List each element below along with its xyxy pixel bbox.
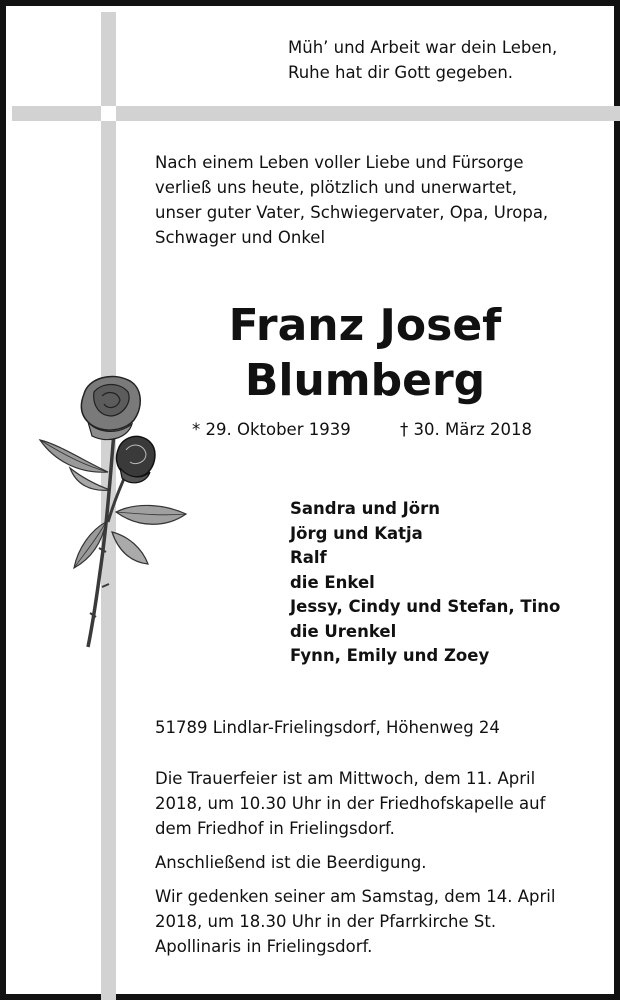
family-member: die Enkel (290, 572, 375, 592)
rose-icon (36, 372, 191, 652)
family-member: die Urenkel (290, 621, 397, 641)
family-member: Jörg und Katja (290, 523, 423, 543)
motto-line: Ruhe hat dir Gott gegeben. (288, 63, 514, 82)
intro-line: Nach einem Leben voller Liebe und Fürsorge (155, 153, 524, 172)
burial-line: Anschließend ist die Beerdigung. (155, 853, 427, 872)
funeral-info (155, 766, 545, 841)
motto-line: Müh’ und Arbeit war dein Leben, (288, 38, 558, 57)
intro-line: unser guter Vater, Schwiegervater, Opa, Uropa, (155, 203, 549, 222)
birth-date: * 29. Oktober 1939 (192, 420, 351, 439)
memorial-line: Apollinaris in Frielingsdorf. (155, 937, 373, 956)
funeral-line: Die Trauerfeier ist am Mittwoch, dem 11. April (155, 769, 536, 788)
family-member: Sandra und Jörn (290, 499, 440, 518)
memorial-info (155, 884, 555, 959)
family-list (290, 497, 560, 669)
memorial-line: Wir gedenken seiner am Samstag, dem 14. April (155, 887, 556, 906)
memorial-line: 2018, um 18.30 Uhr in der Pfarrkirche St. (155, 912, 497, 931)
funeral-line: dem Friedhof in Frielingsdorf. (155, 819, 395, 838)
deceased-first-names: Franz Josef (228, 300, 502, 351)
burial-info (155, 850, 427, 875)
motto-verse (288, 35, 557, 85)
family-member: Fynn, Emily und Zoey (290, 646, 490, 665)
intro-line: verließ uns heute, plötzlich und unerwartet, (155, 178, 518, 197)
address: 51789 Lindlar-Frielingsdorf, Höhenweg 24 (155, 718, 500, 737)
deceased-last-name: Blumberg (244, 355, 486, 406)
intro-line: Schwager und Onkel (155, 228, 326, 247)
cross-center-gap (101, 106, 116, 121)
funeral-line: 2018, um 10.30 Uhr in der Friedhofskapelle auf (155, 794, 546, 813)
family-member: Jessy, Cindy und Stefan, Tino (290, 597, 561, 616)
family-member: Ralf (290, 548, 327, 567)
death-date: † 30. März 2018 (400, 420, 533, 439)
intro-text (155, 150, 548, 250)
